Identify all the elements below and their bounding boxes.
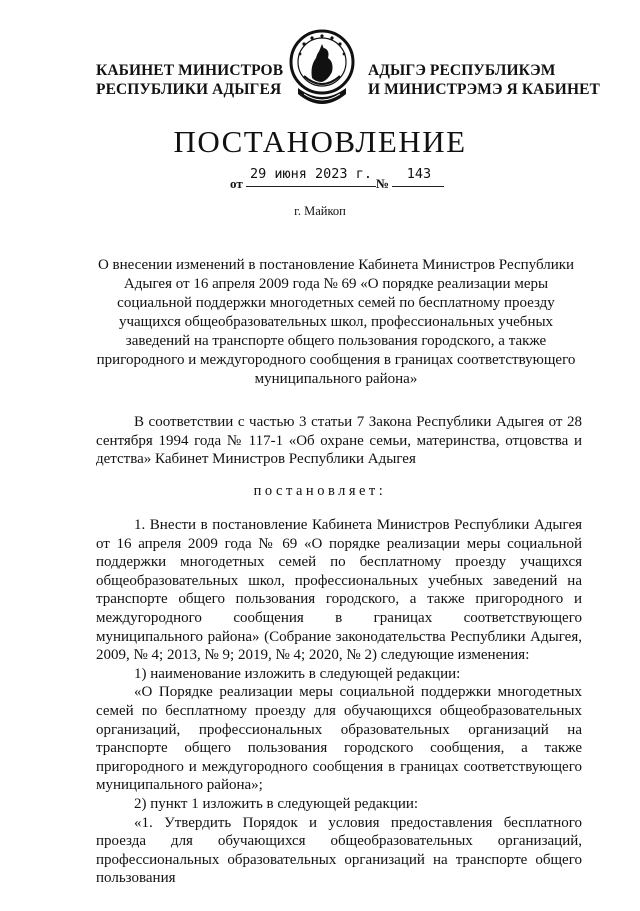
number-underline (392, 186, 444, 187)
document-subject: О внесении изменений в постановление Кабинета Министров Республики Адыгея от 16 апреля 2009 года № 69 «О порядке реализации меры социальной поддержки многодетных семей по бесплатному проезду учащихся общеобразовательных школ, профессиональных учебных заведений на транспорте общего пользования городского, а также пригородного и междугородного сообщения в границах соответствующего муниципального района» (96, 257, 576, 387)
paragraph: 1. Внести в постановление Кабинета Министров Республики Адыгея от 16 апреля 2009 года № 69 «О порядке реализации меры социальной поддержки многодетных семей по бесплатному проезду учащихся общеобразовательных школ, профессиональных учебных заведений на транспорте общего пользования городского, а также пригородного и междугородного сообщения в границах соответствующего муниципального района» (Собрание законодательства Республики Адыгея, 2009, № 4; 2013, № 9; 2019, № 4; 2020, № 2) следующие изменения: (96, 517, 582, 664)
paragraph: «О Порядке реализации меры социальной поддержки многодетных семей по бесплатному проезду для обучающихся общеобразовательных организаций, профессиональных образовательных организаций на транспорте общего пользования городского сообщения, а также пригородного и междугородного сообщения в границах соответствующего муниципального района»; (96, 684, 582, 794)
issuer-line-1-adyghe: АДЫГЭ РЕСПУБЛИКЭМ (368, 62, 556, 79)
preamble-text: В соответствии с частью 3 статьи 7 Закона Республики Адыгея от 28 сентября 1994 года № 117-1 «Об охране семьи, материнства, отцовства и детства» Кабинет Министров Республики Адыгея (96, 414, 582, 468)
issuer-line-2: РЕСПУБЛИКИ АДЫГЕЯ (96, 81, 282, 98)
paragraph: 2) пункт 1 изложить в следующей редакции: (134, 795, 419, 812)
document-number: 143 (406, 166, 432, 182)
coat-of-arms-icon (288, 28, 356, 114)
issuer-line-1: КАБИНЕТ МИНИСТРОВ (96, 62, 284, 79)
document-date: 29 июня 2023 г. (250, 166, 372, 182)
resolution-body (96, 516, 582, 888)
date-number-line (228, 164, 448, 194)
issuer-name-russian (96, 61, 283, 99)
paragraph: «1. Утвердить Порядок и условия предоставления бесплатного проезда для обучающихся общеобразовательных организаций, профессиональных образовательных организаций на транспорте общего пользования (96, 814, 582, 887)
date-underline (246, 186, 376, 187)
number-sign: № (376, 176, 390, 191)
document-title: ПОСТАНОВЛЕНИЕ (173, 124, 467, 159)
paragraph: 1) наименование изложить в следующей редакции: (134, 665, 461, 682)
date-prefix: от (230, 176, 243, 191)
city: г. Майкоп (294, 204, 346, 218)
issuer-name-adyghe (368, 61, 600, 99)
issuer-line-2-adyghe: И МИНИСТРЭМЭ Я КАБИНЕТ (368, 81, 600, 98)
preamble (96, 413, 582, 469)
resolves-word: постановляет: (253, 483, 387, 499)
